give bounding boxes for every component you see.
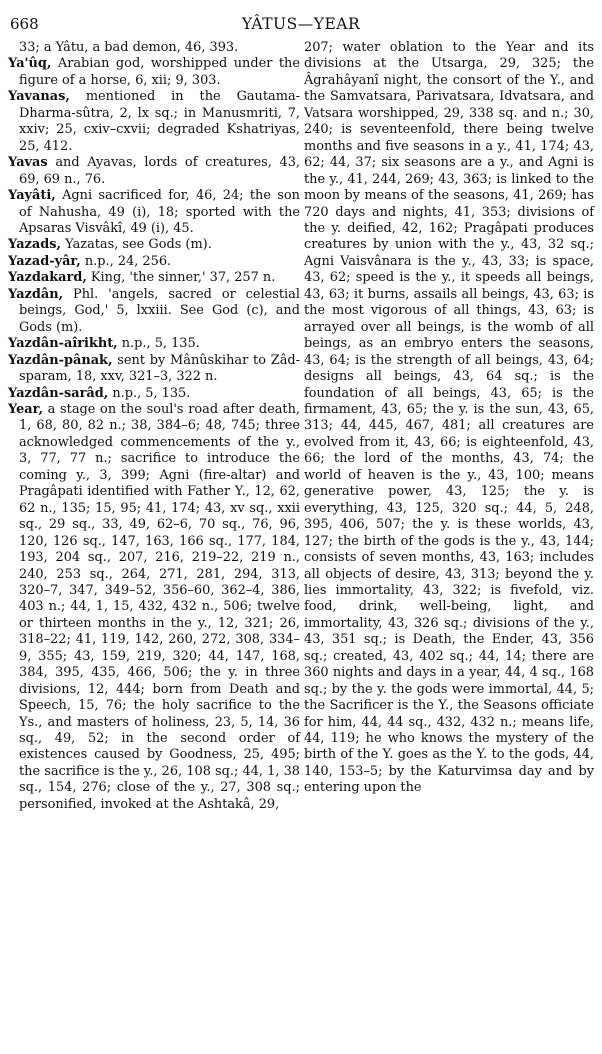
entry-heading: Yazdân-pânak, [8, 352, 113, 368]
entry-text: Yazatas, see Gods (m). [60, 237, 212, 253]
entry-heading: Yazdân, [8, 286, 64, 302]
entry-heading: Year, [8, 401, 43, 417]
index-entry [8, 237, 300, 253]
left-column [8, 40, 300, 813]
index-entry [8, 155, 300, 188]
index-entry [8, 89, 300, 155]
index-entry [8, 402, 300, 813]
entry-text: a stage on the soul's road after death, 1, 68, 80, 82 n.; 38, 384–6; 48, 745; three acknowledged commencements of the y., 3, 77, 77 n.; sacrifice to introduce the coming y., 3, 399; Agni (fire-altar) and Pragâpati identified with Father Y., 12, 62, 62 n., 135; 15, 95; 41, 174; 43, xv sq., xxii sq., 29 sq., 33, 49, 62–6, 70 sq., 76, 96, 120, 126 sq., 147, 163, 166 sq., 177, 184, 193, 204 sq., 207, 216, 219–22, 219 n., 240, 253 sq., 264, 271, 281, 294, 313, 320–7, 347, 349–52, 356–60, 362–4, 386, 403 n.; 44, 1, 15, 432, 432 n., 506; twelve or thirteen months in the y., 12, 321; 26, 318–22; 41, 119, 142, 260, 272, 308, 334–9, 355; 43, 159, 219, 320; 44, 147, 168, 384, 395, 435, 466, 506; the y. in three divisions, 12, 444; born from Death and Speech, 15, 76; the holy sacrifice to the Ys., and masters of holiness, 23, 5, 14, 36 sq., 49, 52; in the second order of existences caused by Goodness, 25, 495; the sacrifice is the y., 26, 108 sq.; 44, 1, 38 sq., 154, 276; close of the y., 27, 308 sq.; personified, invoked at the Ashtakâ, 29, [19, 401, 300, 812]
right-column-text: 207; water oblation to the Year and its divisions at the Utsarga, 29, 325; the Âgrahâyanî night, the consort of the Y., and the Samvatsara, Parivatsara, Idvatsara, and Vatsara worshipped, 29, 338 sq. and n.; 30, 240; is seventeenfold, there being twelve months and five seasons in a y., 41, 174; 43, 62; 44, 37; six seasons are a y., and Agni is the y., 41, 244, 269; 43, 363; is linked to the moon by means of the seasons, 41, 269; has 720 days and nights, 41, 353; divisions of the y. deified, 42, 162; Pragâpati produces creatures by union with the y., 43, 32 sq.; Agni Vaisvânara is the y., 43, 33; is space, 43, 62; speed is the y., it speeds all beings, 43, 63; it burns, assails all beings, 43, 63; is the most vigorous of all things, 43, 63; is arrayed over all beings, is the womb of all beings, as an embryo enters the seasons, 43, 64; is the strength of all beings, 43, 64; designs all beings, 43, 64 sq.; is the foundation of all beings, 43, 65; is the firmament, 43, 65; the y. is the sun, 43, 65, 313; 44, 445, 467, 481; all creatures are evolved from it, 43, 66; is eighteenfold, 43, 66; the lord of the months, 43, 74; the world of heaven is the y., 43, 100; means generative power, 43, 125; the y. is everything, 43, 125, 320 sq.; 44, 5, 248, 395, 406, 507; the y. is these worlds, 43, 127; the birth of the gods is the y., 43, 144; consists of seven months, 43, 163; includes all objects of desire, 43, 313; beyond the y. lies immortality, 43, 322; is fivefold, viz. food, drink, well-being, light, and immortality, 43, 326 sq.; divisions of the y., 43, 351 sq.; is Death, the Ender, 43, 356 sq.; created, 43, 402 sq.; 44, 14; there are 360 nights and days in a year, 44, 4 sq., 168 sq.; by the y. the gods were immortal, 44, 5; the Sacrificer is the Y., the Seasons officiate for him, 44, 44 sq., 432, 432 n.; means life, 44, 119; he who knows the mystery of the birth of the Y. goes as the Y. to the gods, 44, 140, 153–5; by the Katurvimsa day and by entering upon the [304, 40, 594, 796]
entry-heading: Yazads, [8, 237, 61, 253]
index-entry [8, 336, 300, 352]
entry-heading: Yavas [8, 155, 48, 171]
entry-text: Phl. 'angels, sacred or celestial beings, God,' 5, lxxiii. See God (c), and Gods (m). [19, 286, 300, 335]
entry-heading: Yavanas, [8, 89, 70, 105]
entry-text: Agni sacrificed for, 46, 24; the son of Nahusha, 49 (i), 18; sported with the Apsaras Visvâkî, 49 (i), 45. [19, 188, 300, 236]
index-entry [8, 188, 300, 237]
entry-heading: Yazdân-sarâd, [8, 385, 109, 401]
entries-list [8, 56, 300, 813]
entry-heading: Yazad-yâr, [8, 253, 81, 269]
continuation-text: 33; a Yâtu, a bad demon, 46, 393. [19, 40, 239, 55]
entry-heading: Yazdakard, [8, 270, 87, 286]
entry-text: n.p., 5, 135. [117, 336, 200, 352]
running-title: YÂTUS—YEAR [241, 15, 361, 33]
entry-heading: Yazdân-aîrikht, [8, 336, 118, 352]
entry-text: sent by Mânûskihar to Zâd-sparam, 18, xxv, 321–3, 322 n. [19, 352, 300, 385]
page-number: 668 [10, 15, 39, 33]
index-entry [8, 287, 300, 336]
index-entry [8, 254, 300, 270]
entry-text: and Ayavas, lords of creatures, 43, 69, 69 n., 76. [19, 155, 300, 187]
index-entry [8, 270, 300, 286]
right-column [304, 40, 594, 797]
entry-text: mentioned in the Gautama-Dharma-sûtra, 2, lx sq.; in Manusmriti, 7, xxiv; 25, cxiv–cxvii; degraded Kshatriyas, 25, 412. [19, 89, 300, 154]
index-entry [8, 353, 300, 386]
index-entry [8, 386, 300, 402]
entry-text: n.p., 24, 256. [80, 253, 172, 269]
entry-heading: Yayâti, [8, 188, 56, 204]
page-header [10, 15, 592, 39]
entry-heading: Ya'ûq, [8, 56, 52, 72]
entry-text: Arabian god, worshipped under the figure of a horse, 6, xii; 9, 303. [19, 56, 300, 88]
entry-text: n.p., 5, 135. [108, 385, 191, 401]
entry-text: King, 'the sinner,' 37, 257 n. [86, 270, 276, 286]
index-entry [8, 56, 300, 89]
